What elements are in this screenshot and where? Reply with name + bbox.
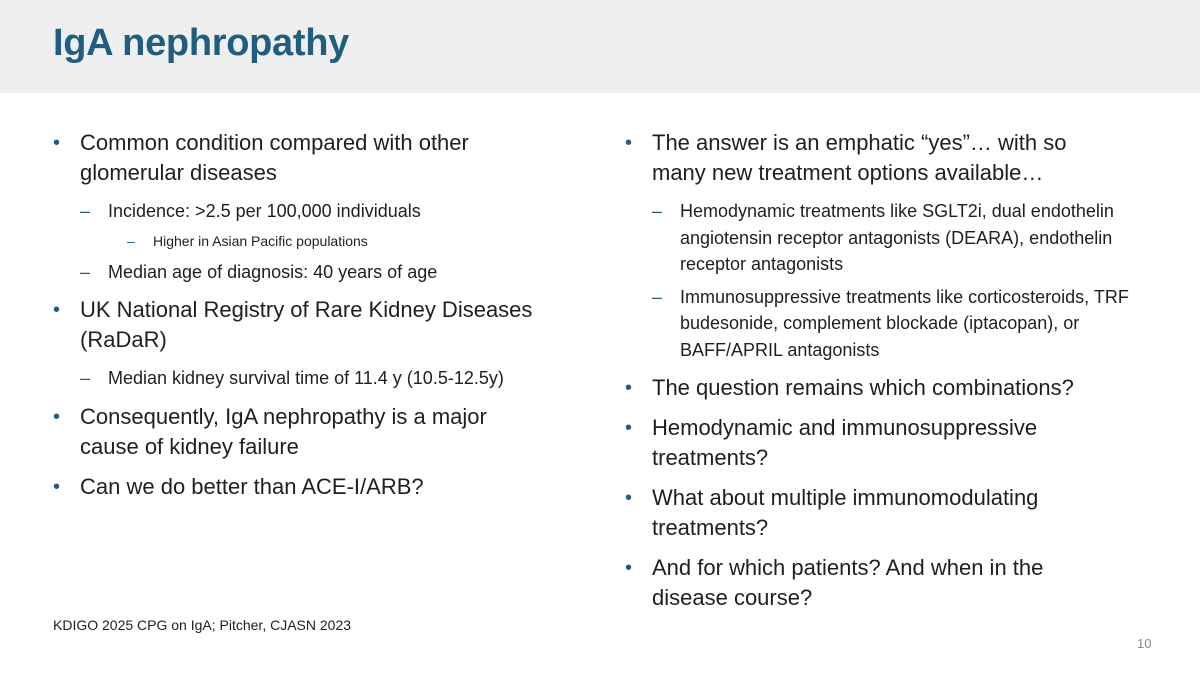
footnote-citation: KDIGO 2025 CPG on IgA; Pitcher, CJASN 2023: [53, 617, 352, 633]
bullet-text: Consequently, IgA nephropathy is a major cause of kidney failure: [80, 403, 487, 459]
bullet-marker: •: [625, 377, 633, 399]
bullet-marker: •: [625, 132, 633, 154]
sub-bullet-text: Median age of diagnosis: 40 years of age: [108, 261, 438, 282]
left-sub-bullet-1-1: [53, 198, 573, 225]
slide-title: IgA nephropathy: [53, 22, 349, 64]
sub-bullet-text: Incidence: >2.5 per 100,000 individuals: [108, 201, 421, 221]
bullet-text: Common condition compared with other glomerular diseases: [80, 130, 469, 185]
right-sub-bullet-1-2: [625, 284, 1150, 364]
page-number: 10: [1137, 636, 1152, 651]
bullet-marker: •: [625, 417, 633, 439]
right-bullet-2: [625, 373, 1150, 403]
dash-marker: –: [127, 232, 135, 249]
bullet-marker: •: [53, 299, 61, 321]
left-bullet-3: [53, 402, 550, 462]
left-sub-bullet-1-2: [53, 259, 573, 286]
bullet-text: Can we do better than ACE-I/ARB?: [80, 473, 424, 499]
bullet-marker: •: [625, 557, 633, 579]
dash-marker: –: [80, 201, 91, 221]
bullet-text: UK National Registry of Rare Kidney Diseases (RaDaR): [80, 297, 533, 352]
bullet-marker: •: [53, 405, 61, 428]
dash-marker: –: [652, 201, 663, 221]
bullet-text: And for which patients? And when in the disease course?: [652, 555, 1044, 610]
right-bullet-1: [625, 128, 1112, 188]
sub-bullet-text: Immunosuppressive treatments like corticosteroids, TRF budesonide, complement blockade (iptacopan), or BAFF/APRIL antagonists: [680, 286, 1129, 360]
right-sub-bullet-1-1: [625, 198, 1150, 278]
sub-bullet-text: Hemodynamic treatments like SGLT2i, dual endothelin angiotensin receptor antagonists (DEARA), endothelin receptor antagonists: [680, 201, 1114, 274]
bullet-marker: •: [53, 475, 61, 498]
sub-sub-bullet-text: Higher in Asian Pacific populations: [153, 232, 368, 249]
bullet-marker: •: [53, 132, 61, 154]
left-bullet-4: [53, 472, 573, 502]
right-bullet-3: [625, 413, 1092, 473]
dash-marker: –: [80, 368, 91, 388]
left-sub-sub-bullet-1-1-1: [53, 231, 573, 251]
bullet-text: Hemodynamic and immunosuppressive treatments?: [652, 415, 1038, 470]
left-column: [53, 128, 573, 512]
left-sub-bullet-2-1: [53, 365, 548, 392]
right-column: [625, 128, 1150, 623]
bullet-marker: •: [625, 487, 633, 509]
sub-bullet-text: Median kidney survival time of 11.4 y (10.5-12.5y): [108, 368, 504, 388]
left-bullet-2: [53, 295, 573, 355]
right-bullet-5: [625, 553, 1112, 613]
dash-marker: –: [80, 261, 91, 282]
bullet-text: The answer is an emphatic “yes”… with so many new treatment options available…: [652, 130, 1067, 185]
bullet-text: What about multiple immunomodulating treatments?: [652, 485, 1039, 540]
dash-marker: –: [652, 286, 663, 307]
left-bullet-1: [53, 128, 573, 188]
right-bullet-4: [625, 483, 1132, 543]
bullet-text: The question remains which combinations?: [652, 375, 1074, 400]
